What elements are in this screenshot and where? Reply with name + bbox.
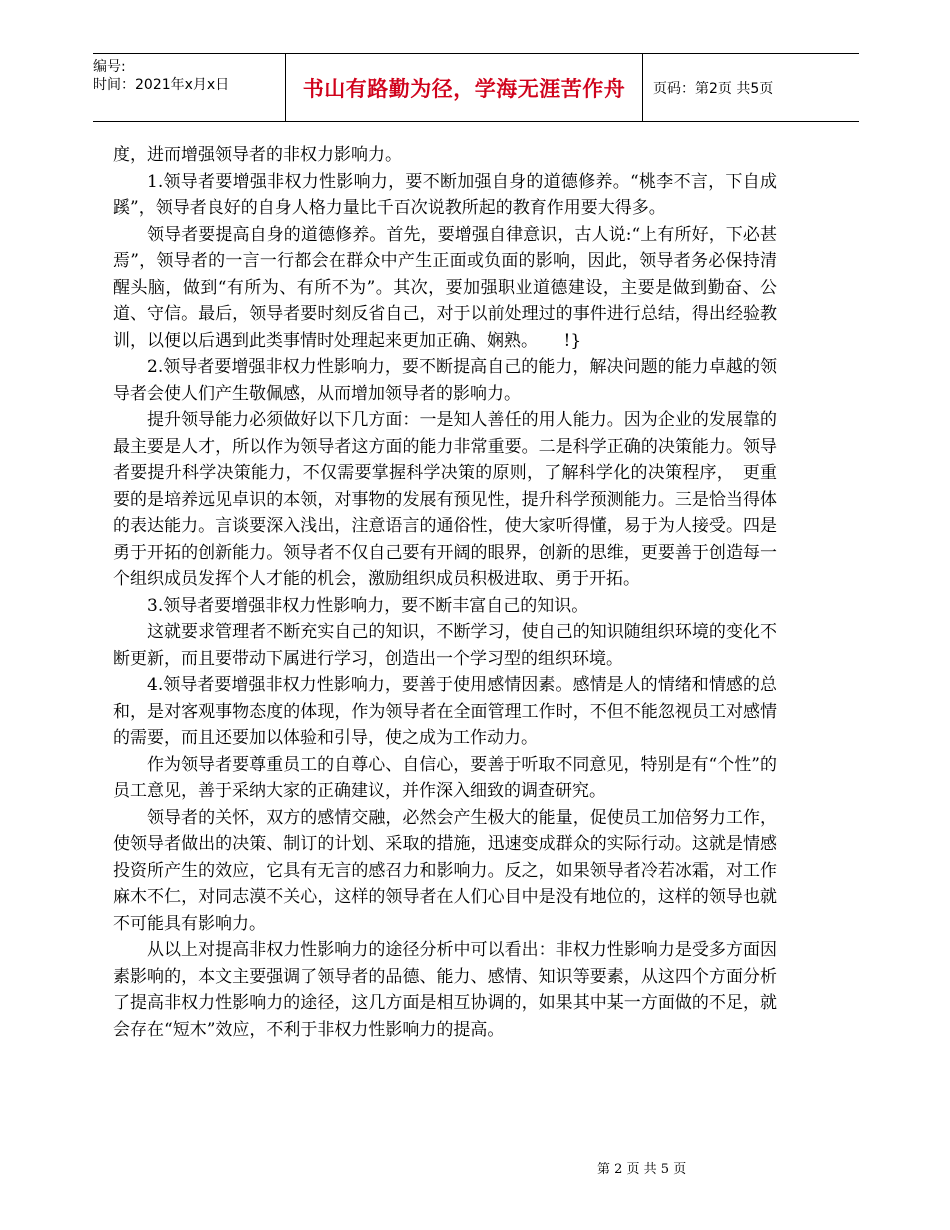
paragraph: 4.领导者要增强非权力性影响力，要善于使用感情因素。感情是人的情绪和情感的总和，是对客观事物态度的体现，作为领导者在全面管理工作时，不但不能忽视员工对感情的需要，而且还要加以体验和引导，使之成为工作动力。 [113,675,777,748]
paragraph: 提升领导能力必须做好以下几方面：一是知人善任的用人能力。因为企业的发展靠的最主要是人才，所以作为领导者这方面的能力非常重要。二是科学正确的决策能力。领导者要提升科学决策能力，不仅需要掌握科学决策的原则，了解科学化的决策程序， 更重要的是培养远见卓识的本领，对事物的发展有预见性，提升科学预测能力。三是恰当得体的表达能力。言谈要深入浅出，注意语言的通俗性，使大家听得懂，易于为人接受。四是勇于开拓的创新能力。领导者不仅自己要有开阔的眼界，创新的思维，更要善于创造每一个组织成员发挥个人才能的机会，激励组织成员积极进取、勇于开拓。 [113,410,777,589]
document-time-label: 时间：2021年x月x日 [93,77,230,93]
paragraph: 1.领导者要增强非权力性影响力，要不断加强自身的道德修养。“桃李不言，下自成蹊”，领导者良好的自身人格力量比千百次说教所起的教育作用要大得多。 [113,171,777,218]
document-body [113,142,777,1043]
page-header [93,53,859,122]
paragraph: 3.领导者要增强非权力性影响力，要不断丰富自己的知识。 [147,595,589,616]
paragraph: 从以上对提高非权力性影响力的途径分析中可以看出：非权力性影响力是受多方面因素影响的，本文主要强调了领导者的品德、能力、感情、知识等要素，从这四个方面分析了提高非权力性影响力的途径，这几方面是相互协调的，如果其中某一方面做的不足，就会存在“短木”效应，不利于非权力性影响力的提高。 [113,940,777,1040]
paragraph: 度，进而增强领导者的非权力影响力。 [113,145,402,165]
header-page-number: 页码：第2页 共5页 [653,80,774,97]
paragraph: 领导者的关怀，双方的感情交融，必然会产生极大的能量，促使员工加倍努力工作，使领导者做出的决策、制订的计划、采取的措施，迅速变成群众的实际行动。这就是情感投资所产生的效应，它具有无言的感召力和影响力。反之，如果领导者冷若冰霜，对工作麻木不仁，对同志漠不关心，这样的领导者在人们心目中是没有地位的，这样的领导也就不可能具有影响力。 [113,807,777,934]
header-motto: 书山有路勤为径，学海无涯苦作舟 [285,54,643,121]
paragraph: 领导者要提高自身的道德修养。首先，要增强自律意识，古人说:“上有所好，下必甚焉”，领导者的一言一行都会在群众中产生正面或负面的影响，因此，领导者务必保持清醒头脑，做到“有所为、有所不为”。其次，要加强职业道德建设，主要是做到勤奋、公道、守信。最后，领导者要时刻反省自己，对于以前处理过的事件进行总结，得出经验教训，以便以后遇到此类事情时处理起来更加正确、娴熟。 !} [113,224,777,351]
header-meta [93,54,285,121]
paragraph: 2.领导者要增强非权力性影响力，要不断提高自己的能力，解决问题的能力卓越的领导者会使人们产生敬佩感，从而增加领导者的影响力。 [113,357,777,404]
paragraph: 这就要求管理者不断充实自己的知识，不断学习，使自己的知识随组织环境的变化不断更新，而且要带动下属进行学习，创造出一个学习型的组织环境。 [113,622,777,669]
paragraph: 作为领导者要尊重员工的自尊心、自信心，要善于听取不同意见，特别是有“个性”的员工意见，善于采纳大家的正确建议，并作深入细致的调查研究。 [113,754,777,801]
document-number-label: 编号: [93,59,126,75]
page-footer: 第 2 页 共 5 页 [597,1162,687,1177]
